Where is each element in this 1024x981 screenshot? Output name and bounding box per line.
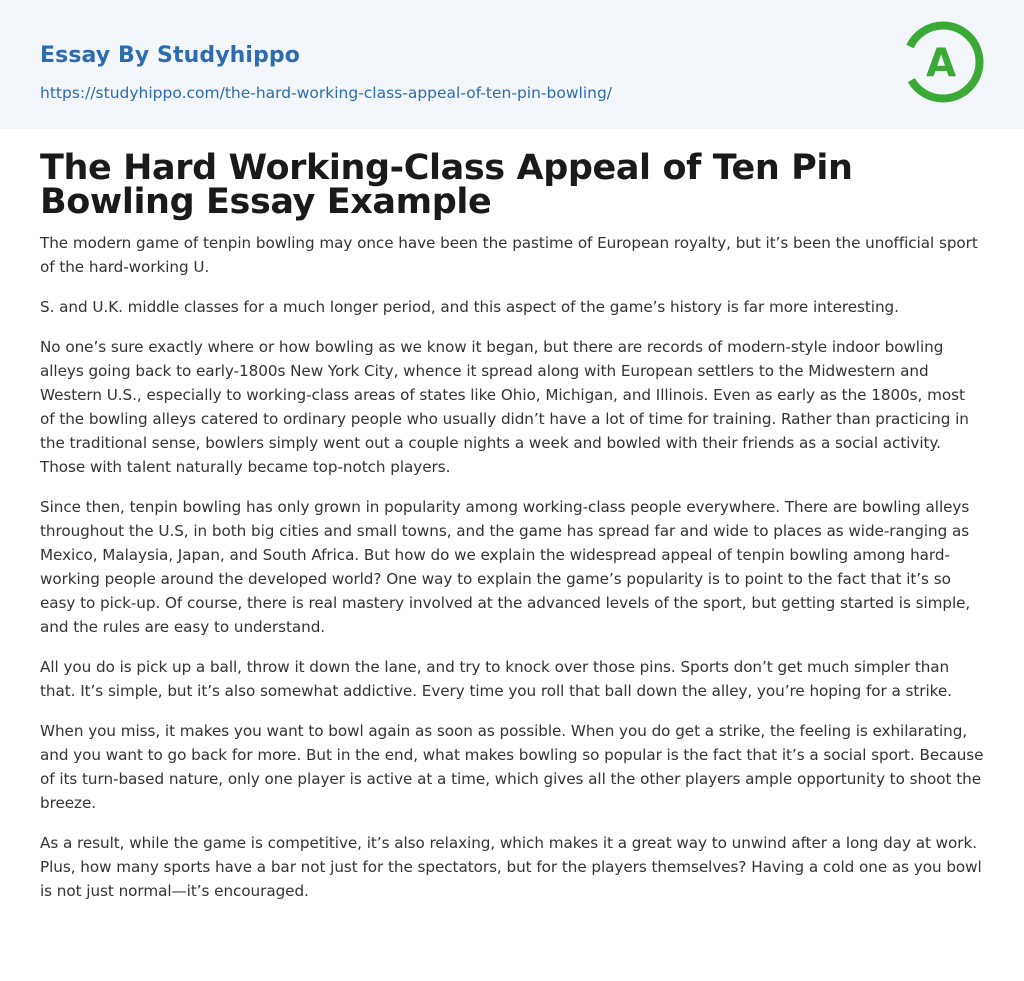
article-paragraph: Since then, tenpin bowling has only grown in popularity among working-class people everywhere. There are bowling alleys throughout the U.S, in both big cities and small towns, and the game has spread far and wide to places as wide-ranging as Mexico, Malaysia, Japan, and South Africa. But how do we explain the widespread appeal of tenpin bowling among hard-working people around the developed world? One way to explain the game’s popularity is to point to the fact that it’s so easy to pick-up. Of course, there is real mastery involved at the advanced levels of the sport, but getting started is simple, and the rules are easy to understand.	[40, 498, 971, 636]
article	[0, 129, 1024, 903]
page-header	[0, 0, 1024, 129]
article-paragraph: As a result, while the game is competitive, it’s also relaxing, which makes it a great way to unwind after a long day at work. Plus, how many sports have a bar not just for the spectators, but for the players themselves? Having a cold one as you bowl is not just normal—it’s encouraged.	[40, 834, 982, 900]
article-paragraph: All you do is pick up a ball, throw it down the lane, and try to knock over those pins. Sports don’t get much simpler than that. It’s simple, but it’s also somewhat addictive. Every time you roll that ball down the alley, you’re hoping for a strike.	[40, 658, 952, 700]
source-url-link[interactable]: https://studyhippo.com/the-hard-working-class-appeal-of-ten-pin-bowling/	[40, 84, 613, 102]
article-paragraph: When you miss, it makes you want to bowl again as soon as possible. When you do get a strike, the feeling is exhilarating, and you want to go back for more. But in the end, what makes bowling so popular is the fact that it’s a social sport. Because of its turn-based nature, only one player is active at a time, which gives all the other players ample opportunity to shoot the breeze.	[40, 722, 984, 812]
site-brand[interactable]: Essay By Studyhippo	[40, 43, 300, 68]
article-paragraph: No one’s sure exactly where or how bowling as we know it began, but there are records of modern-style indoor bowling alleys going back to early-1800s New York City, whence it spread along with European settlers to the Midwestern and Western U.S., especially to working-class areas of states like Ohio, Michigan, and Illinois. Even as early as the 1800s, most of the bowling alleys catered to ordinary people who usually didn’t have a lot of time for training. Rather than practicing in the traditional sense, bowlers simply went out a couple nights a week and bowled with their friends as a social activity. Those with talent naturally became top-notch players.	[40, 338, 969, 476]
studyhippo-logo-icon[interactable]	[900, 19, 986, 105]
article-paragraph: S. and U.K. middle classes for a much longer period, and this aspect of the game’s history is far more interesting.	[40, 298, 899, 316]
article-title: The Hard Working-Class Appeal of Ten Pin Bowling Essay Example	[40, 148, 853, 222]
article-paragraph: The modern game of tenpin bowling may once have been the pastime of European royalty, but it’s been the unofficial sport of the hard-working U.	[40, 234, 978, 276]
logo-letter: A	[926, 41, 957, 86]
